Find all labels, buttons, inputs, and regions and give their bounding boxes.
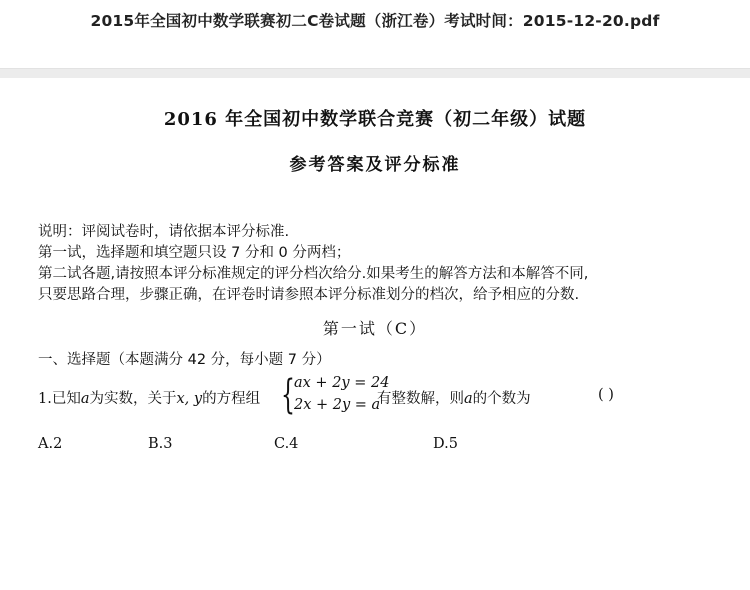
equation-brace: {: [281, 372, 295, 418]
note-line: 说明：评阅试卷时，请依据本评分标准.: [38, 224, 290, 240]
note-line: 第二试各题,请按照本评分标准规定的评分档次给分.如果考生的解答方法和本解答不同,: [38, 266, 589, 282]
note-line: 第一试，选择题和填空题只设 7 分和 0 分两档；: [38, 245, 351, 261]
section-heading: 第一试（C）: [322, 319, 428, 338]
note-line: 只要思路合理，步骤正确，在评卷时请参照本评分标准划分的档次，给予相应的分数.: [38, 287, 580, 303]
equation-2: 2x + 2y = a: [294, 397, 381, 413]
document-subtitle: 参考答案及评分标准: [289, 155, 461, 175]
document-title: 2016 年全国初中数学联合竞赛（初二年级）试题: [163, 109, 587, 130]
option-a: A.2: [38, 436, 63, 452]
file-title-bar: [0, 0, 750, 68]
part-heading: 一、选择题（本题满分 42 分，每小题 7 分）: [38, 352, 331, 368]
question-1: [38, 372, 738, 419]
answer-blank: ( ): [598, 387, 614, 403]
option-b: B.3: [148, 436, 173, 452]
question-1-tail: 有整数解，则a的个数为: [377, 391, 531, 407]
question-1-stem: 1.已知a为实数，关于x, y的方程组: [38, 391, 261, 407]
grading-notes: [38, 222, 718, 306]
equation-1: ax + 2y = 24: [294, 375, 390, 391]
option-d: D.5: [433, 436, 458, 452]
file-title: 2015年全国初中数学联赛初二C卷试题（浙江卷）考试时间：2015-12-20.pdf: [90, 12, 660, 30]
option-c: C.4: [274, 436, 299, 452]
